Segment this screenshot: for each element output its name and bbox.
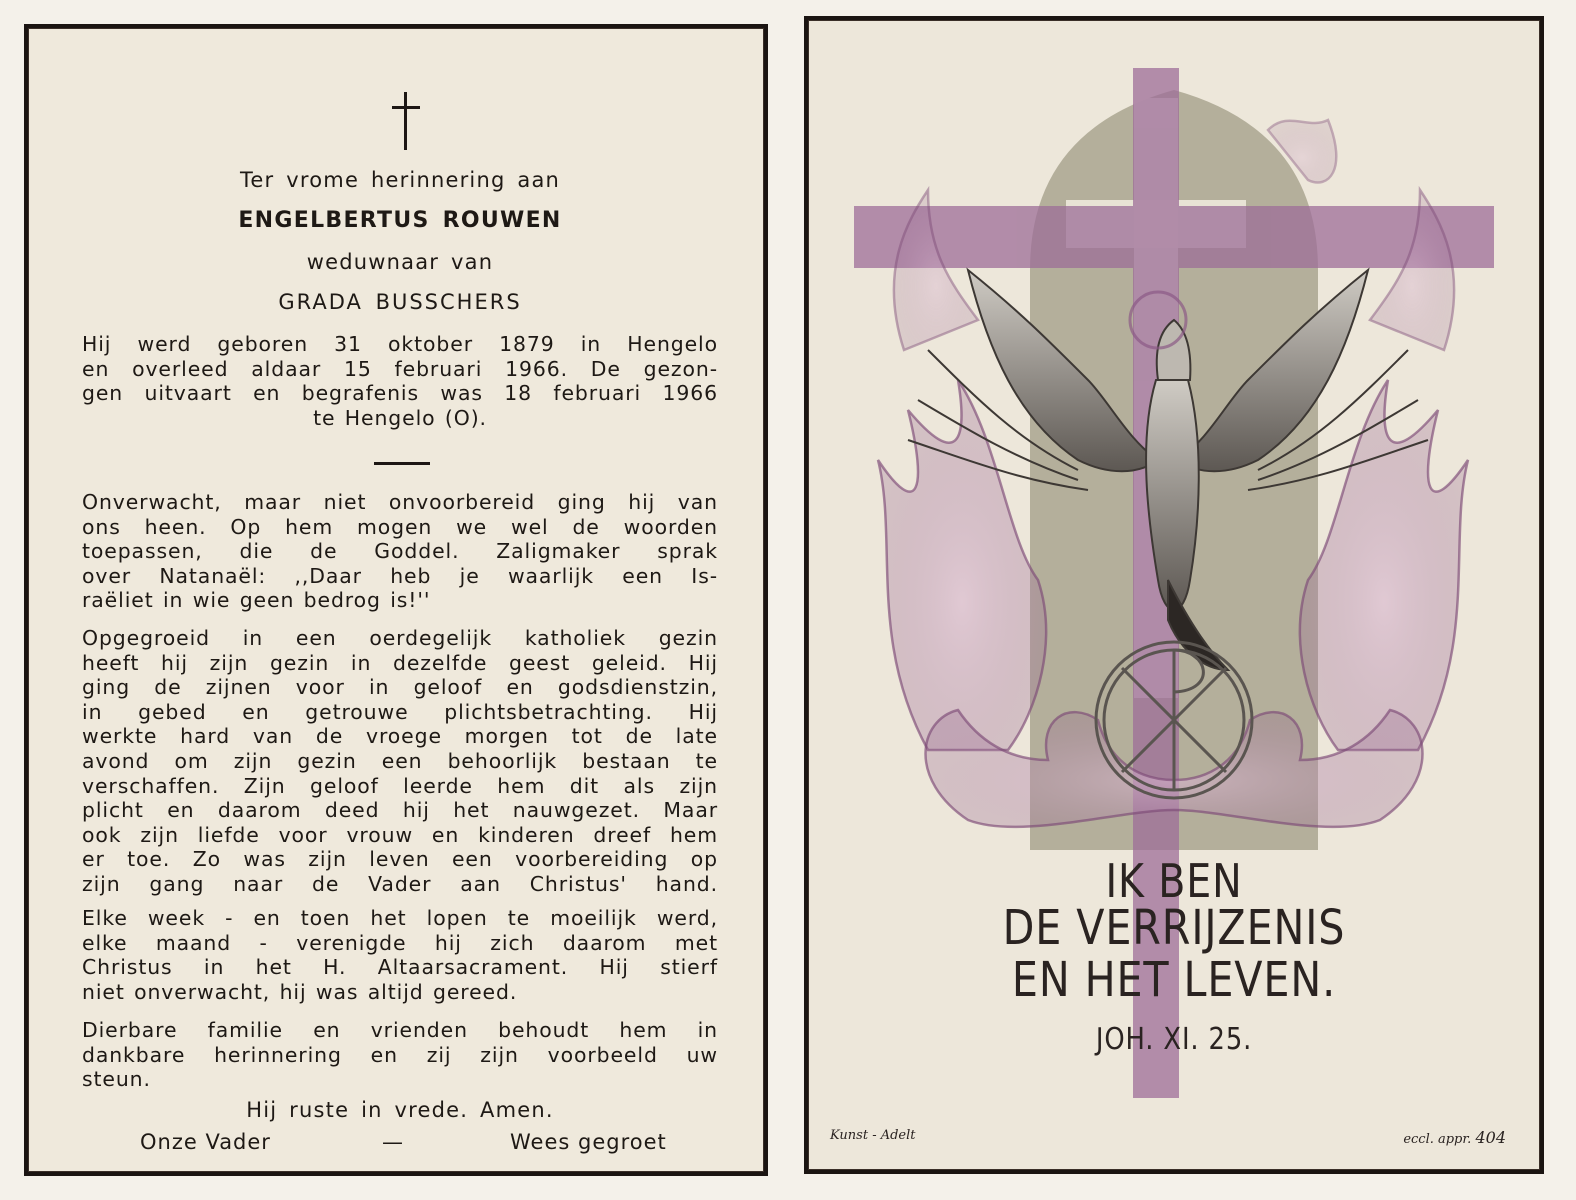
quote-line: IK BEN: [1105, 854, 1243, 908]
paragraph-line: Dierbare familie en vrienden behoudt hem in: [82, 1018, 718, 1042]
approval-label: eccl. appr.: [1403, 1132, 1472, 1147]
artist-credit: Kunst - Adelt: [830, 1128, 916, 1143]
paragraph-line: elke maand - verenigde hij zich daarom met: [82, 930, 718, 955]
bio-line: en overleed aldaar 15 februari 1966. De gezon-: [82, 356, 718, 381]
section-divider: [374, 462, 430, 465]
quote-line: EN HET LEVEN.: [1011, 952, 1337, 1008]
paragraph: [82, 906, 718, 1004]
scripture-reference: JOH. XI. 25.: [1095, 1022, 1253, 1057]
prayer-row: [132, 1130, 672, 1160]
paragraph: [82, 1018, 718, 1092]
approval-number: 404: [1475, 1128, 1506, 1147]
bio-line: te Hengelo (O).: [313, 405, 487, 430]
paragraph-line: Opgegroeid in een oerdegelijk katholiek gezin: [82, 626, 718, 650]
paragraph-line: avond om zijn gezin een behoorlijk bestaan te: [82, 748, 718, 773]
bio-line: Hij werd geboren 31 oktober 1879 in Hengelo: [82, 332, 718, 356]
card-header: Ter vrome herinnering aan: [239, 168, 561, 192]
paragraph-line: dankbare herinnering en zij zijn voorbeeld uw: [82, 1042, 718, 1067]
prayer-right: Wees gegroet: [510, 1130, 667, 1154]
paragraph: [82, 490, 718, 613]
cross-icon: [392, 92, 420, 150]
paragraph-line: ook zijn liefde voor vrouw en kinderen dreef hem: [82, 822, 718, 847]
paragraph-line: ons heen. Op hem mogen we wel de woorden: [82, 514, 718, 539]
prayer-left: Onze Vader: [140, 1130, 271, 1154]
deceased-name: ENGELBERTUS ROUWEN: [238, 208, 562, 233]
bio-line: gen uitvaart en begrafenis was 18 februari 1966: [82, 381, 718, 406]
paragraph-line: Elke week - en toen het lopen te moeilijk werd,: [82, 906, 718, 930]
paragraph-line: toepassen, die de Goddel. Zaligmaker sprak: [82, 539, 718, 564]
spouse-name: GRADA BUSSCHERS: [278, 290, 522, 314]
paragraph-line: raëliet in wie geen bedrog is!'': [82, 588, 431, 613]
prayer-separator: —: [382, 1130, 404, 1154]
paragraph-line: Onverwacht, maar niet onvoorbereid ging hij van: [82, 490, 718, 514]
closing-line: Hij ruste in vrede. Amen.: [246, 1098, 554, 1122]
paragraph-line: in gebed en getrouwe plichtsbetrachting. Hij: [82, 699, 718, 724]
quote-line: DE VERRIJZENIS: [1002, 900, 1346, 956]
bio-text: [82, 332, 718, 430]
paragraph-line: werkte hard van de vroege morgen tot de late: [82, 724, 718, 749]
approval-note: [1403, 1128, 1506, 1147]
paragraph-line: er toe. Zo was zijn leven een voorbereiding op: [82, 847, 718, 872]
paragraph: [82, 626, 718, 897]
paragraph-line: Christus in het H. Altaarsacrament. Hij stierf: [82, 955, 718, 980]
memorial-card-text-side: [24, 24, 768, 1176]
relation-label: weduwnaar van: [306, 250, 494, 274]
paragraph-line: steun.: [82, 1067, 151, 1092]
paragraph-line: heeft hij zijn gezin in dezelfde geest geleid. Hij: [82, 650, 718, 675]
paragraph-line: ging de zijnen voor in geloof en godsdienstzin,: [82, 675, 718, 700]
paragraph-line: verschaffen. Zijn geloof leerde hem dit als zijn: [82, 773, 718, 798]
paragraph-line: niet onverwacht, hij was altijd gereed.: [82, 979, 518, 1004]
memorial-card-image-side: [804, 16, 1544, 1174]
paragraph-line: zijn gang naar de Vader aan Christus' hand.: [82, 871, 718, 896]
paragraph-line: over Natanaël: ,,Daar heb je waarlijk een Is-: [82, 563, 718, 588]
paragraph-line: plicht en daarom deed hij het nauwgezet. Maar: [82, 798, 718, 823]
